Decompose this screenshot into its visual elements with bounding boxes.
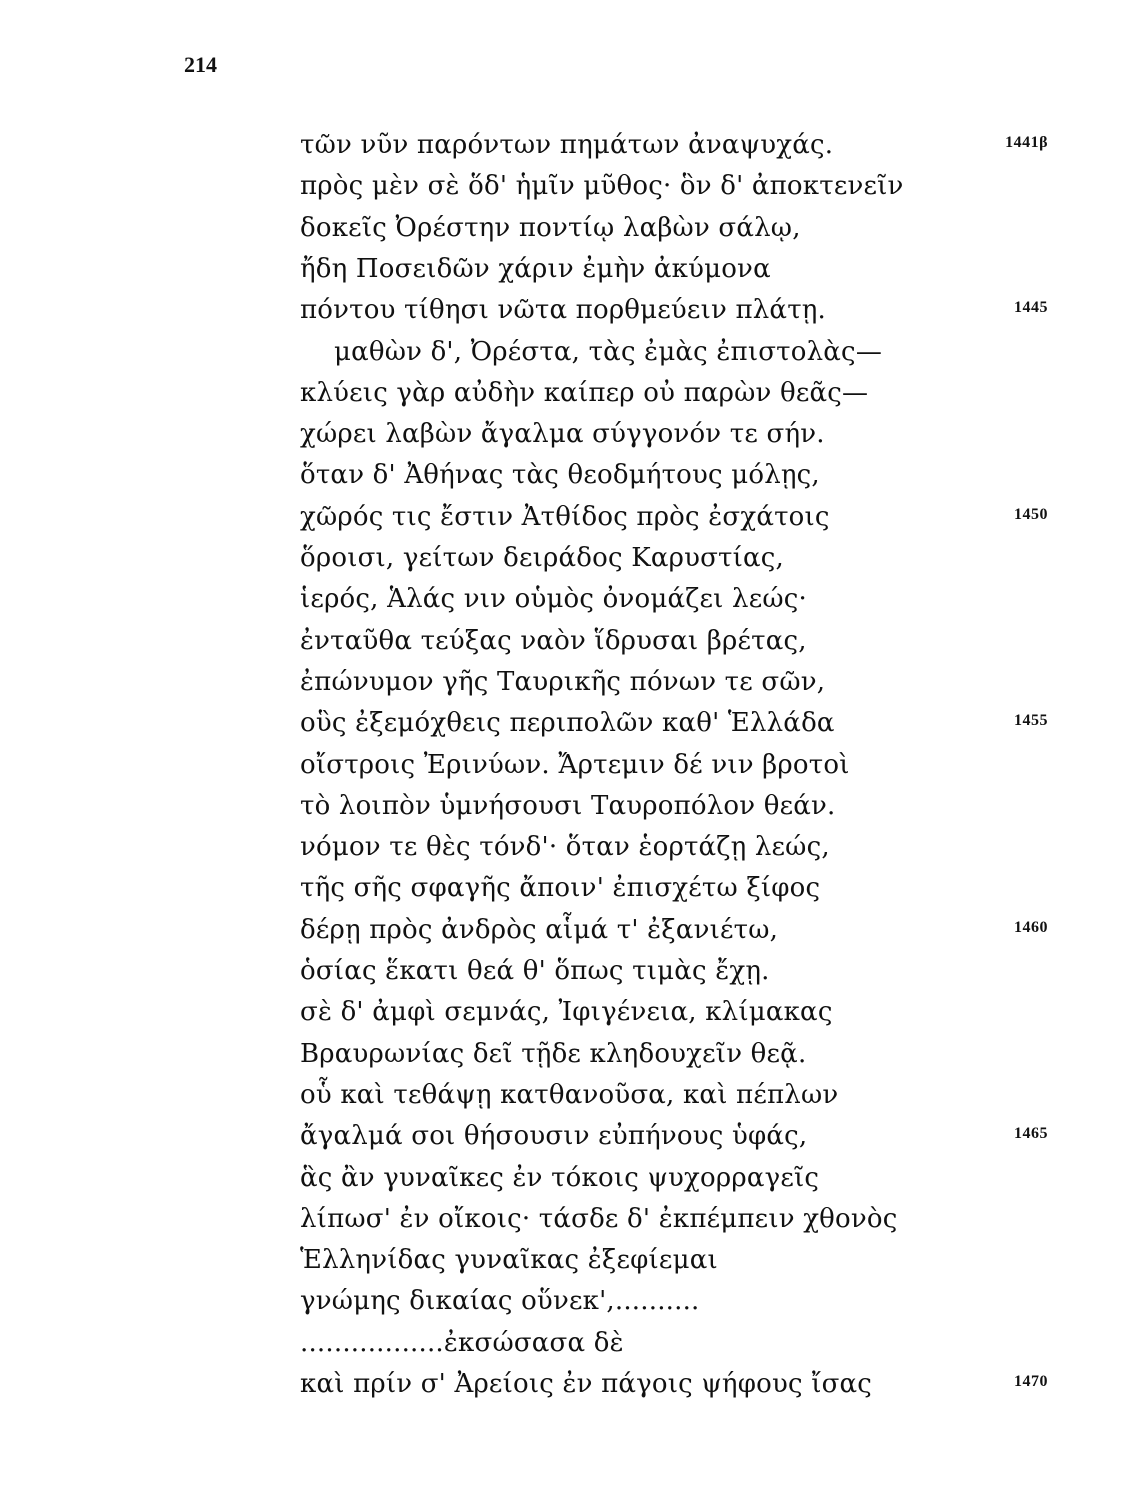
verse-text: ἱερός, Ἁλάς νιν οὑμὸς ὀνομάζει λεώς· xyxy=(300,584,808,615)
verse-text: οὓς ἐξεμόχθεις περιπολῶν καθ' Ἑλλάδα xyxy=(300,708,835,739)
line-number: 1450 xyxy=(1014,505,1048,523)
verse-line xyxy=(0,211,1135,253)
verse-text: πόντου τίθησι νῶτα πορθμεύειν πλάτῃ. xyxy=(300,295,827,326)
verse-line xyxy=(0,830,1135,872)
verse-text: δέρῃ πρὸς ἀνδρὸς αἷμά τ' ἐξανιέτω, xyxy=(300,914,779,945)
verse-text: ἄγαλμά σοι θήσουσιν εὐπήνους ὑφάς, xyxy=(300,1121,808,1152)
verse-text: ὅροισι, γείτων δειράδος Καρυστίας, xyxy=(300,543,784,573)
verse-text: τὸ λοιπὸν ὑμνήσουσι Ταυροπόλον θεάν. xyxy=(300,790,836,821)
verse-text: νόμον τε θὲς τόνδ'· ὅταν ἑορτάζῃ λεώς, xyxy=(300,832,830,863)
verse-text: οὗ καὶ τεθάψῃ κατθανοῦσα, καὶ πέπλων xyxy=(300,1079,839,1110)
verse-line xyxy=(0,789,1135,831)
verse-text: ὅταν δ' Ἀθήνας τὰς θεοδμήτους μόλῃς, xyxy=(300,460,820,491)
verse-line xyxy=(0,1326,1135,1368)
verse-text: Ἑλληνίδας γυναῖκας ἐξεφίεμαι xyxy=(300,1245,718,1276)
verse-line xyxy=(0,293,1135,335)
verse-line xyxy=(0,582,1135,624)
verse-line xyxy=(0,169,1135,211)
line-number: 1465 xyxy=(1014,1125,1048,1143)
verse-line xyxy=(0,335,1135,377)
verse-line xyxy=(0,871,1135,913)
verse-line xyxy=(0,541,1135,583)
verse-line xyxy=(0,706,1135,748)
verse-text: ἐνταῦθα τεύξας ναὸν ἵδρυσαι βρέτας, xyxy=(300,625,807,656)
line-number: 1441β xyxy=(1005,134,1048,151)
line-number: 1455 xyxy=(1014,712,1048,730)
verse-line xyxy=(0,748,1135,790)
verse-text: δοκεῖς Ὀρέστην ποντίῳ λαβὼν σάλῳ, xyxy=(300,212,801,243)
verse-text: λίπωσ' ἐν οἴκοις· τάσδε δ' ἐκπέμπειν χθονὸς xyxy=(300,1203,898,1234)
verse-line xyxy=(0,128,1135,170)
verse-line xyxy=(0,1243,1135,1285)
verse-line xyxy=(0,995,1135,1037)
verse-line xyxy=(0,1078,1135,1120)
verse-text: ἃς ἂν γυναῖκες ἐν τόκοις ψυχορραγεῖς xyxy=(300,1162,820,1193)
verse-text: χῶρός τις ἔστιν Ἀτθίδος πρὸς ἐσχάτοις xyxy=(300,501,830,532)
verse-text: πρὸς μὲν σὲ ὅδ' ἡμῖν μῦθος· ὃν δ' ἀποκτενεῖν xyxy=(300,171,904,202)
verse-line xyxy=(0,954,1135,996)
verse-line xyxy=(0,1202,1135,1244)
verse-text: ὁσίας ἕκατι θεά θ' ὅπως τιμὰς ἔχῃ. xyxy=(300,956,770,986)
verse-text: ἐπώνυμον γῆς Ταυρικῆς πόνων τε σῶν, xyxy=(300,666,826,697)
verse-line xyxy=(0,665,1135,707)
verse-line xyxy=(0,1284,1135,1326)
verse-line xyxy=(0,1367,1135,1409)
line-number: 1445 xyxy=(1014,299,1048,317)
verse-text: .................ἐκσώσασα δὲ xyxy=(300,1327,624,1358)
verse-line xyxy=(0,1119,1135,1161)
verse-block xyxy=(0,128,1135,1428)
verse-text: γνώμης δικαίας οὕνεκ',.......... xyxy=(300,1286,700,1317)
verse-text: Βραυρωνίας δεῖ τῇδε κληδουχεῖν θεᾷ. xyxy=(300,1038,807,1069)
line-number: 1470 xyxy=(1014,1373,1048,1390)
verse-text: τῶν νῦν παρόντων πημάτων ἀναψυχάς. xyxy=(300,130,834,160)
verse-line xyxy=(0,252,1135,294)
verse-text: καὶ πρίν σ' Ἀρείοις ἐν πάγοις ψήφους ἴσας xyxy=(300,1369,873,1399)
verse-line xyxy=(0,1161,1135,1203)
verse-text: ἤδη Ποσειδῶν χάριν ἐμὴν ἀκύμονα xyxy=(300,253,771,284)
verse-line xyxy=(0,913,1135,955)
verse-text: κλύεις γὰρ αὐδὴν καίπερ οὐ παρὼν θεᾶς— xyxy=(300,377,869,408)
verse-text: οἴστροις Ἐρινύων. Ἄρτεμιν δέ νιν βροτοὶ xyxy=(300,749,850,780)
verse-line xyxy=(0,417,1135,459)
verse-text: τῆς σῆς σφαγῆς ἄποιν' ἐπισχέτω ξίφος xyxy=(300,873,821,904)
verse-line xyxy=(0,624,1135,666)
verse-text: σὲ δ' ἀμφὶ σεμνάς, Ἰφιγένεια, κλίμακας xyxy=(300,997,833,1028)
verse-text: χώρει λαβὼν ἄγαλμα σύγγονόν τε σήν. xyxy=(300,419,825,450)
verse-line xyxy=(0,500,1135,542)
verse-text: μαθὼν δ', Ὀρέστα, τὰς ἐμὰς ἐπιστολὰς— xyxy=(334,336,883,367)
verse-line xyxy=(0,376,1135,418)
line-number: 1460 xyxy=(1014,918,1048,936)
page-number: 214 xyxy=(184,52,217,77)
verse-line xyxy=(0,458,1135,500)
verse-line xyxy=(0,1037,1135,1079)
